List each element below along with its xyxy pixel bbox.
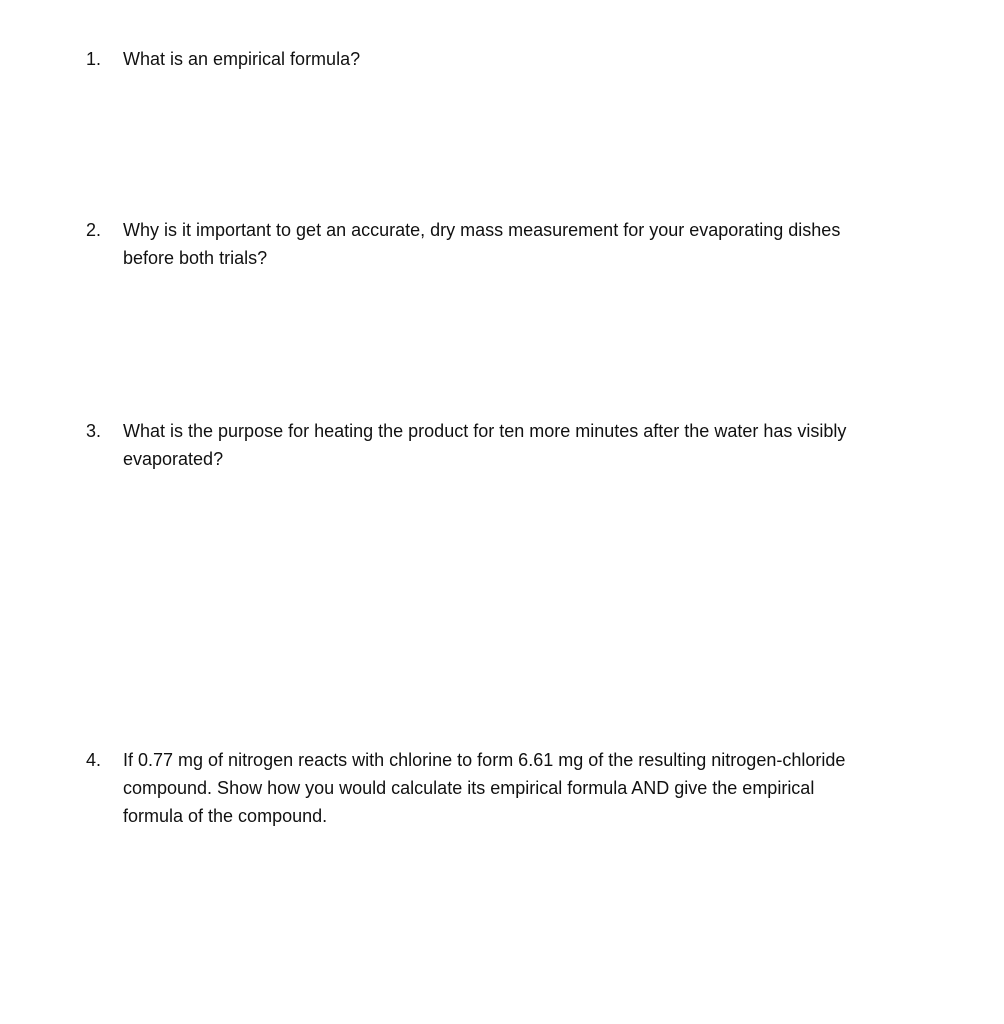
question-line: before both trials? (123, 248, 268, 268)
question-line: formula of the compound. (123, 806, 328, 826)
question-line: evaporated? (123, 449, 224, 469)
question-number: 4. (86, 750, 102, 770)
question-text (123, 417, 946, 473)
question-4 (86, 746, 946, 830)
question-line: What is the purpose for heating the product for ten more minutes after the water has visibly (123, 421, 847, 441)
question-2 (86, 216, 946, 272)
question-number: 1. (86, 49, 102, 69)
question-line: Why is it important to get an accurate, dry mass measurement for your evaporating dishes (123, 220, 841, 240)
question-text (123, 216, 946, 272)
question-1 (86, 45, 946, 73)
question-3 (86, 417, 946, 473)
question-text (123, 45, 946, 73)
question-text (123, 746, 946, 830)
question-number: 2. (86, 220, 102, 240)
question-line: What is an empirical formula? (123, 49, 361, 69)
question-line: compound. Show how you would calculate its empirical formula AND give the empirical (123, 778, 815, 798)
question-line: If 0.77 mg of nitrogen reacts with chlorine to form 6.61 mg of the resulting nitrogen-chloride (123, 750, 846, 770)
question-number: 3. (86, 421, 102, 441)
